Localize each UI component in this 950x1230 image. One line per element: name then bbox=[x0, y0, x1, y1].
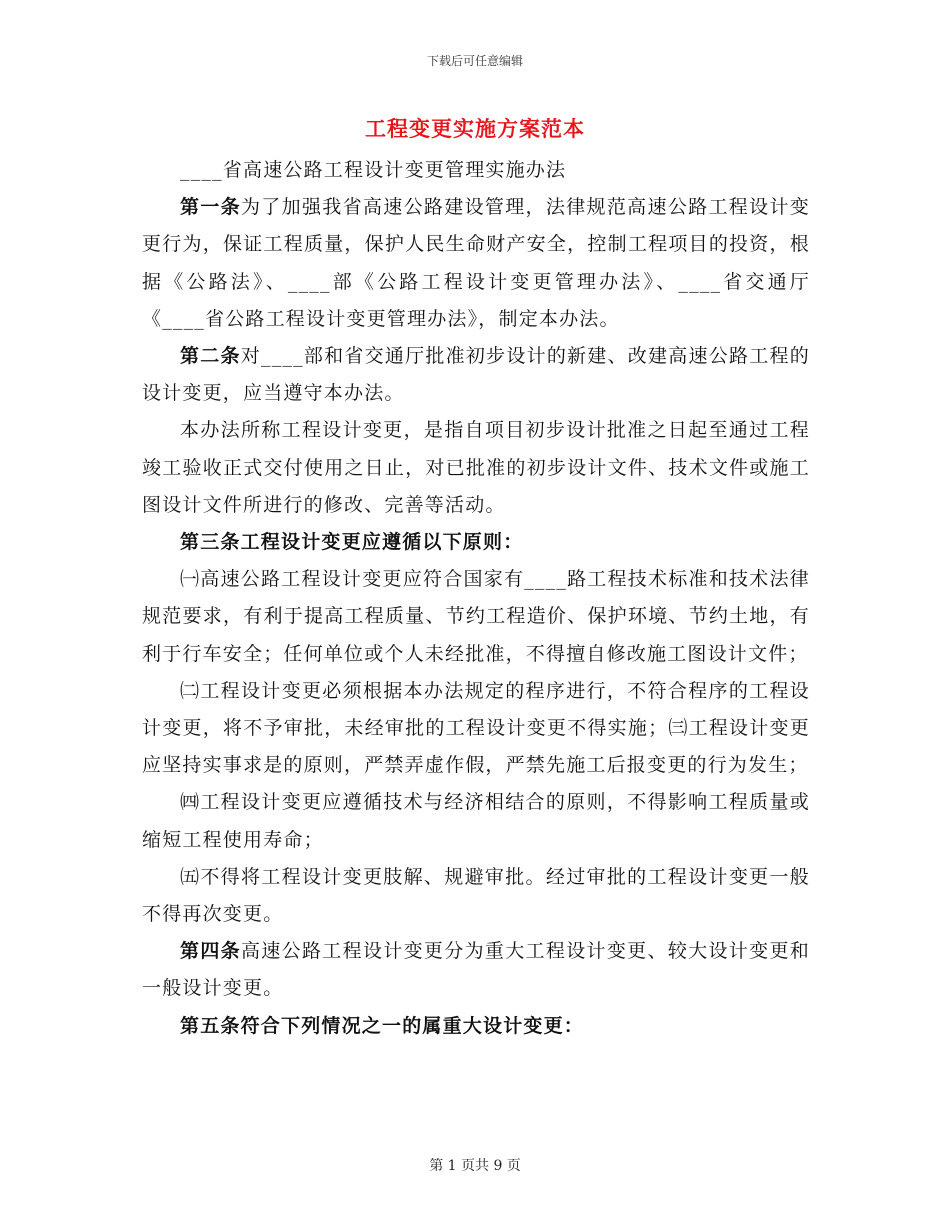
document-title: 工程变更实施方案范本 bbox=[365, 116, 585, 141]
article-3-heading: 第三条工程设计变更应遵循以下原则： bbox=[180, 531, 524, 554]
subtitle: ____省高速公路工程设计变更管理实施办法 bbox=[180, 159, 567, 181]
article-1 bbox=[142, 189, 810, 338]
principle-5: ㈤不得将工程设计变更肢解、规避审批。经过审批的工程设计变更一般不得再次变更。 bbox=[142, 865, 810, 926]
article-1-text: 为了加强我省高速公路建设管理，法律规范高速公路工程设计变更行为，保证工程质量，保护人民生命财产安全，控制工程项目的投资，根据《公路法》、____部《公路工程设计变更管理办法》、____省交通厅《____省公路工程设计变更管理办法》，制定本办法。 bbox=[142, 196, 810, 330]
article-1-heading: 第一条 bbox=[180, 196, 241, 219]
article-2-text: 对____部和省交通厅批准初步设计的新建、改建高速公路工程的设计变更，应当遵守本办法。 bbox=[142, 345, 810, 405]
principle-4: ㈣工程设计变更应遵循技术与经济相结合的原则，不得影响工程质量或缩短工程使用寿命； bbox=[142, 791, 810, 851]
article-4 bbox=[142, 933, 810, 1007]
principle-2: ㈡工程设计变更必须根据本办法规定的程序进行，不符合程序的工程设计变更，将不予审批，未经审批的工程设计变更不得实施；㈢工程设计变更应坚持实事求是的原则，严禁弄虚作假，严禁先施工后报变更的行为发生； bbox=[142, 679, 810, 777]
article-2-heading: 第二条 bbox=[180, 345, 241, 368]
article-2 bbox=[142, 338, 810, 412]
page-header: 下载后可任意编辑 bbox=[426, 54, 523, 68]
article-4-text: 高速公路工程设计变更分为重大工程设计变更、较大设计变更和一般设计变更。 bbox=[142, 940, 810, 1000]
article-5-heading: 第五条符合下列情况之一的属重大设计变更： bbox=[180, 1014, 585, 1037]
principle-1: ㈠高速公路工程设计变更应符合国家有____路工程技术标准和技术法律规范要求，有利于提高工程质量、节约工程造价、保护环境、节约土地，有利于行车安全；任何单位或个人未经批准，不得擅自修改施工图设计文件； bbox=[142, 568, 810, 665]
article-2-para-2: 本办法所称工程设计变更，是指自项目初步设计批准之日起至通过工程竣工验收正式交付使用之日止，对已批准的初步设计文件、技术文件或施工图设计文件所进行的修改、完善等活动。 bbox=[142, 419, 810, 516]
document-body bbox=[142, 152, 810, 1045]
page-footer: 第 1 页共 9 页 bbox=[429, 1158, 521, 1174]
article-4-heading: 第四条 bbox=[180, 940, 241, 963]
